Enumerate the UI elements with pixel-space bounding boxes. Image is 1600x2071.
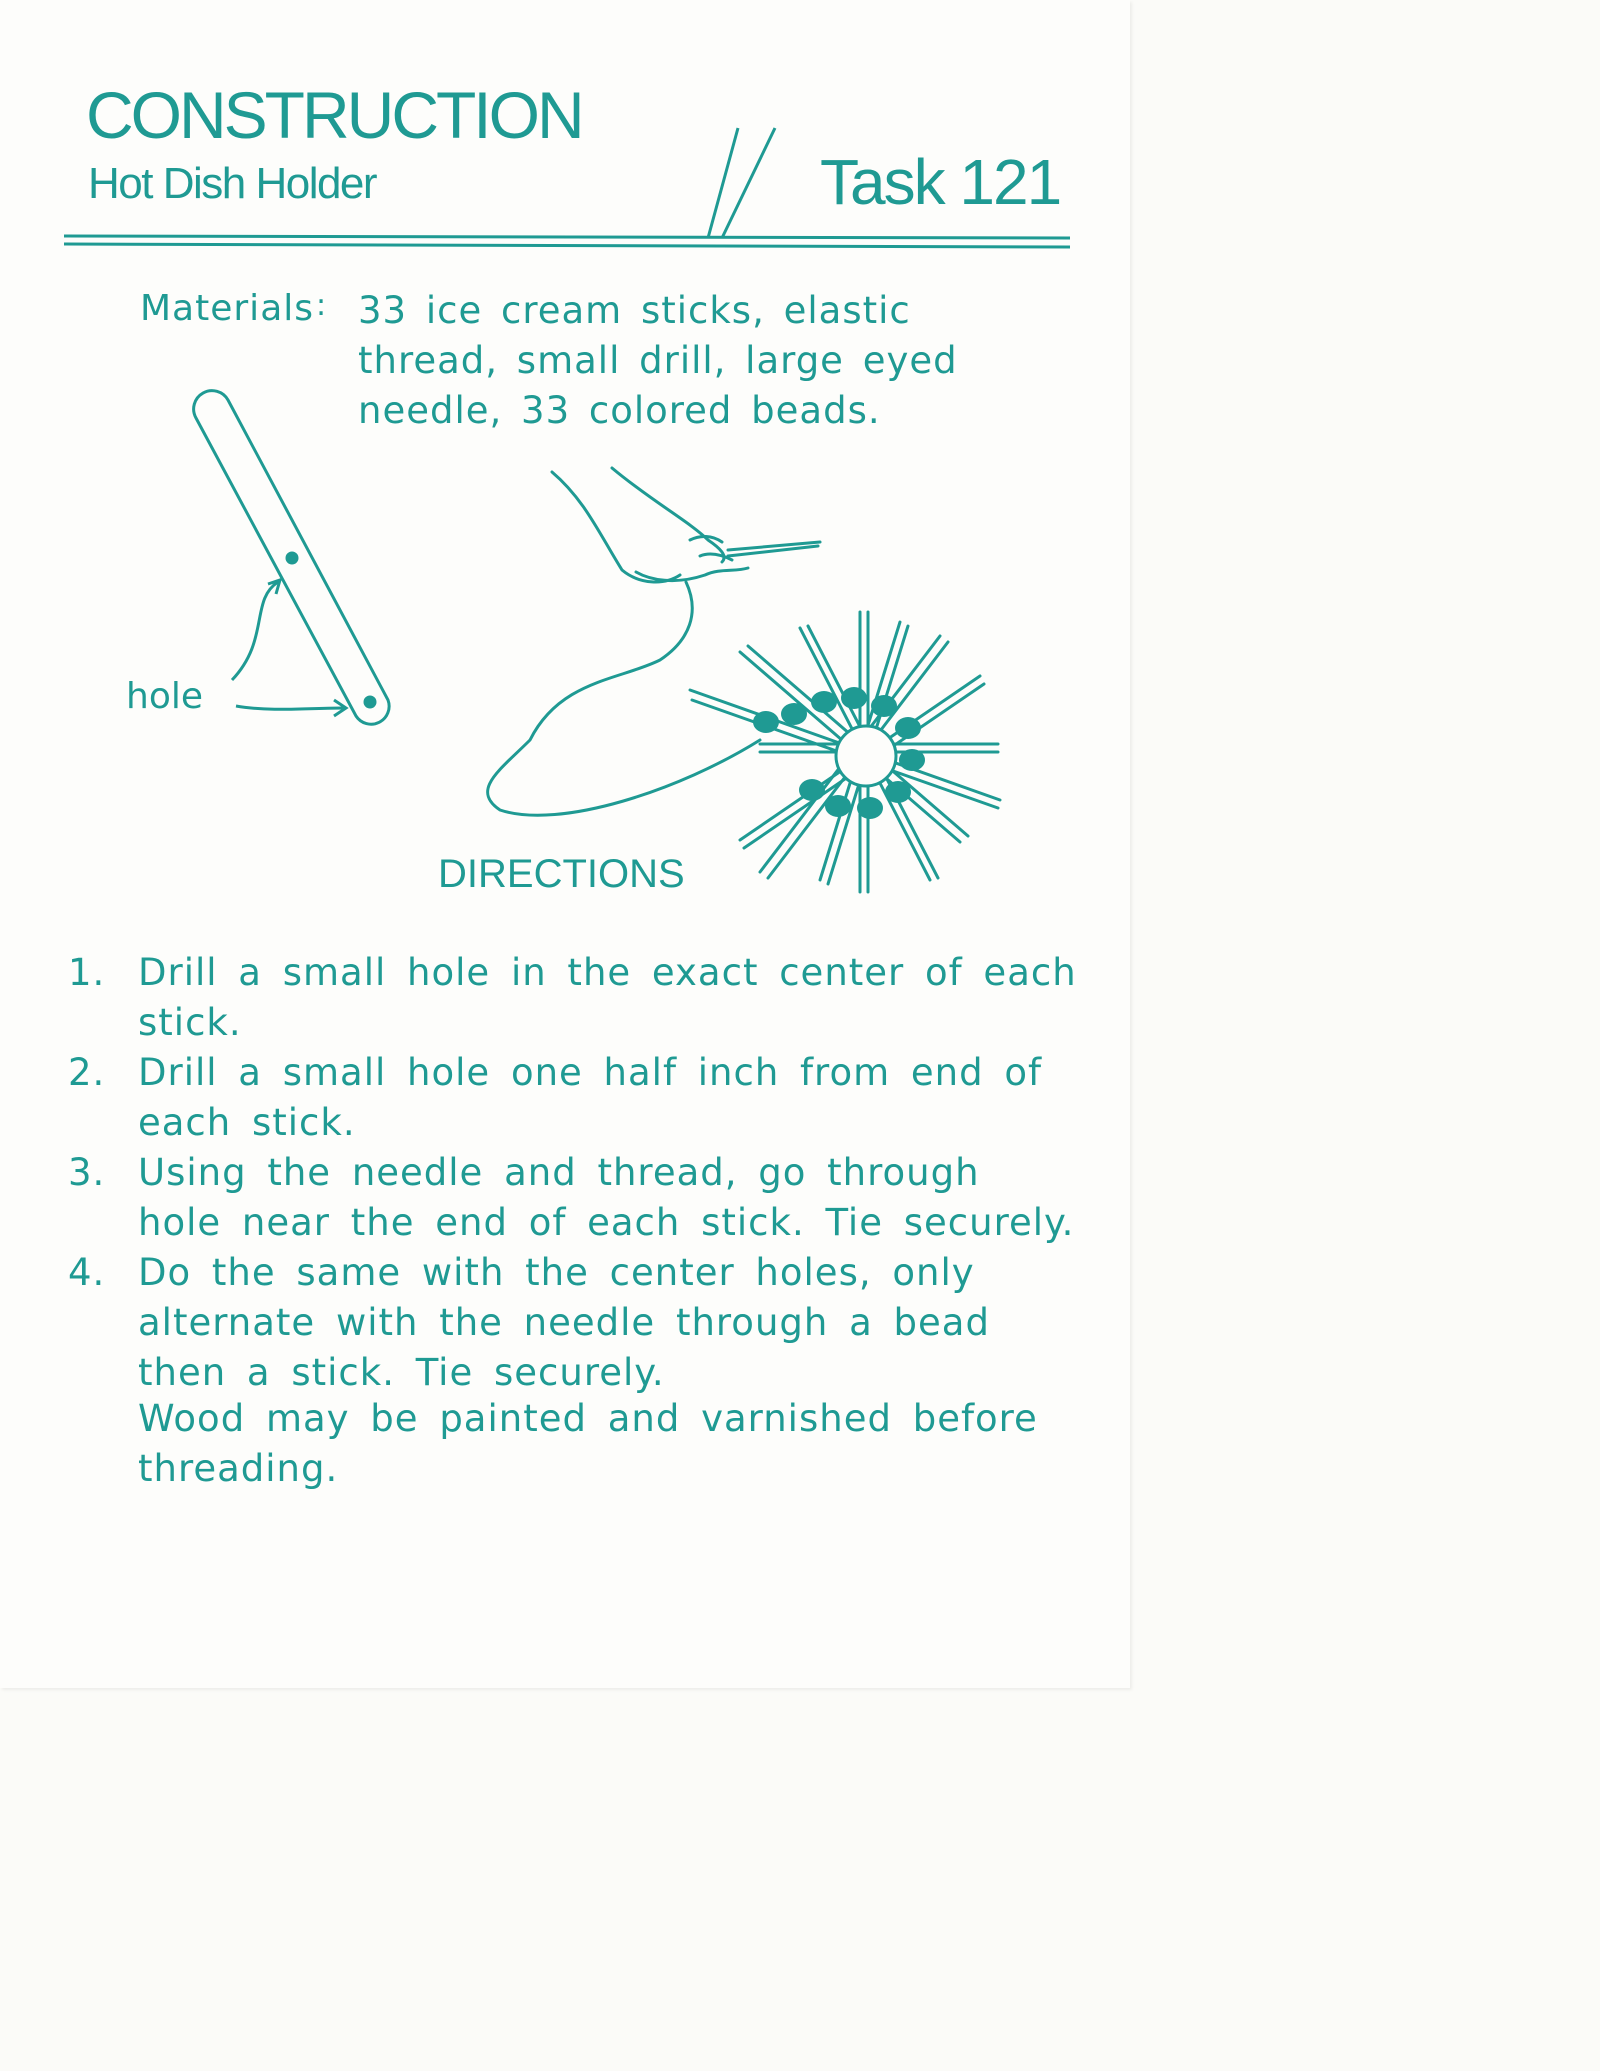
step-number: 3. bbox=[68, 1151, 106, 1194]
header-slash bbox=[708, 128, 775, 238]
stick-diagram bbox=[194, 391, 389, 725]
task-number: Task 121 bbox=[820, 146, 1061, 218]
step-text: Drill a small hole one half inch from end of each stick. bbox=[138, 1051, 1043, 1144]
header-rule bbox=[64, 236, 1070, 247]
dish-holder-starburst bbox=[690, 612, 1000, 892]
step-text: Using the needle and thread, go through hole near the end of each stick. Tie securely. bbox=[138, 1151, 1075, 1244]
materials-colon: : bbox=[316, 288, 327, 323]
direction-step bbox=[68, 1048, 1078, 1148]
card-subtitle: Hot Dish Holder bbox=[88, 159, 377, 208]
direction-step bbox=[68, 1248, 1078, 1398]
hand-with-needle bbox=[488, 468, 820, 815]
step-text: Do the same with the center holes, only alternate with the needle through a bead then a stick. Tie securely. bbox=[138, 1251, 990, 1394]
step-text: Drill a small hole in the exact center of each stick. bbox=[138, 951, 1077, 1044]
finishing-note: Wood may be painted and varnished before threading. bbox=[138, 1397, 1038, 1490]
step-number: 4. bbox=[68, 1251, 106, 1294]
directions-heading: DIRECTIONS bbox=[438, 852, 685, 896]
direction-step bbox=[68, 1148, 1078, 1248]
step-number: 2. bbox=[68, 1051, 106, 1094]
card-title: CONSTRUCTION bbox=[86, 78, 582, 152]
hole-label: hole bbox=[126, 676, 203, 717]
step-number: 1. bbox=[68, 951, 106, 994]
materials-list: 33 ice cream sticks, elastic thread, small drill, large eyed needle, 33 colored beads. bbox=[358, 289, 958, 432]
directions-list bbox=[68, 948, 1078, 1398]
direction-step bbox=[68, 948, 1078, 1048]
materials-label: Materials bbox=[140, 288, 315, 329]
